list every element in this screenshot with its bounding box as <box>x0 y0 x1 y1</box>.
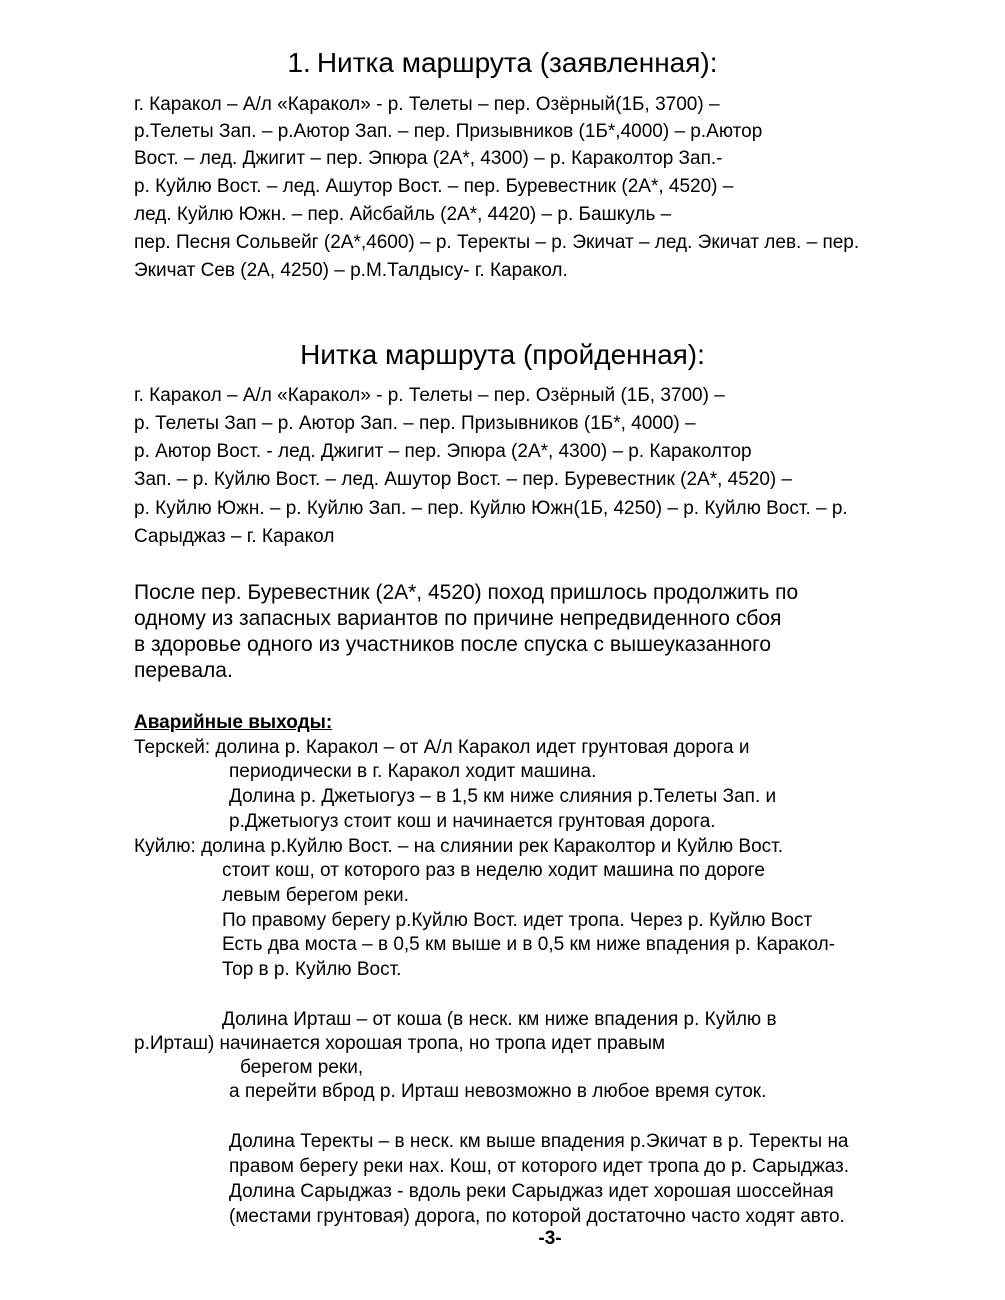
emergency-line: правом берегу реки нах. Кош, от которого идет тропа до р. Сарыджаз. <box>229 1156 850 1177</box>
section1-line: пер. Песня Сольвейг (2А*,4600) – р. Теректы – р. Экичат – лед. Экичат лев. – пер. <box>134 232 860 253</box>
emergency-heading: Аварийные выходы: <box>134 712 333 733</box>
emergency-line: Тор в р. Куйлю Вост. <box>222 959 402 980</box>
section2-title: Нитка маршрута (пройденная): <box>300 339 705 370</box>
emergency-line: р.Ирташ) начинается хорошая тропа, но тропа идет правым <box>134 1033 666 1054</box>
section1-line: р.Телеты Зап. – р.Аютор Зап. – пер. Призывников (1Б*,4000) – р.Аютор <box>134 121 763 142</box>
emergency-line: левым берегом реки. <box>222 885 409 906</box>
emergency-line: стоит кош, от которого раз в неделю ходит машина по дороге <box>222 860 765 881</box>
emergency-line: берегом реки, <box>240 1057 364 1078</box>
emergency-line: Есть два моста – в 0,5 км выше и в 0,5 км ниже впадения р. Каракол- <box>222 934 836 955</box>
note-line: После пер. Буревестник (2А*, 4520) поход пришлось продолжить по <box>134 581 799 604</box>
emergency-line: р.Джетыогуз стоит кош и начинается грунтовая дорога. <box>229 811 716 832</box>
section2-line: р. Телеты Зап – р. Аютор Зап. – пер. Призывников (1Б*, 4000) – <box>134 413 696 434</box>
emergency-line: По правому берегу р.Куйлю Вост. идет тропа. Через р. Куйлю Вост <box>222 910 813 931</box>
section2-line: р. Аютор Вост. - лед. Джигит – пер. Эпюра (2А*, 4300) – р. Караколтор <box>134 441 752 462</box>
section1-line: Вост. – лед. Джигит – пер. Эпюра (2А*, 4300) – р. Караколтор Зап.- <box>134 148 723 169</box>
emergency-line: Долина Теректы – в неск. км выше впадения р.Экичат в р. Теректы на <box>229 1131 849 1152</box>
emergency-line: Долина Ирташ – от коша (в неск. км ниже впадения р. Куйлю в <box>222 1009 777 1030</box>
note-line: перевала. <box>134 659 233 682</box>
emergency-line: Долина Сарыджаз - вдоль реки Сарыджаз идет хорошая шоссейная <box>229 1181 834 1202</box>
section1-title-text: Нитка маршрута (заявленная): <box>316 47 718 78</box>
emergency-line: Терскей: долина р. Каракол – от А/л Каракол идет грунтовая дорога и <box>134 737 750 758</box>
section1-line: р. Куйлю Вост. – лед. Ашутор Вост. – пер. Буревестник (2А*, 4520) – <box>134 176 734 197</box>
section2-line: г. Каракол – А/л «Каракол» - р. Телеты – пер. Озёрный (1Б, 3700) – <box>134 385 725 406</box>
emergency-line: периодически в г. Каракол ходит машина. <box>229 761 597 782</box>
section1-title <box>0 46 1005 80</box>
section1-line: Экичат Сев (2А, 4250) – р.М.Талдысу- г. Каракол. <box>134 260 568 281</box>
page-number: -3- <box>538 1228 562 1249</box>
section1-line: лед. Куйлю Южн. – пер. Айсбайль (2А*, 4420) – р. Башкуль – <box>134 204 672 225</box>
section1-number: 1. <box>287 47 311 78</box>
section1-line: г. Каракол – А/л «Каракол» - р. Телеты – пер. Озёрный(1Б, 3700) – <box>134 94 720 115</box>
section2-line: р. Куйлю Южн. – р. Куйлю Зап. – пер. Куйлю Южн(1Б, 4250) – р. Куйлю Вост. – р. <box>134 498 848 519</box>
emergency-line: (местами грунтовая) дорога, по которой достаточно часто ходят авто. <box>229 1206 845 1227</box>
section2-line: Сарыджаз – г. Каракол <box>134 526 335 547</box>
emergency-line: а перейти вброд р. Ирташ невозможно в любое время суток. <box>229 1081 767 1102</box>
note-line: в здоровье одного из участников после спуска с вышеуказанного <box>134 633 772 656</box>
emergency-line: Куйлю: долина р.Куйлю Вост. – на слиянии рек Караколтор и Куйлю Вост. <box>134 836 784 857</box>
section2-line: Зап. – р. Куйлю Вост. – лед. Ашутор Вост. – пер. Буревестник (2А*, 4520) – <box>134 469 793 490</box>
note-line: одному из запасных вариантов по причине непредвиденного сбоя <box>134 607 782 630</box>
emergency-line: Долина р. Джетыогуз – в 1,5 км ниже слияния р.Телеты Зап. и <box>229 786 777 807</box>
